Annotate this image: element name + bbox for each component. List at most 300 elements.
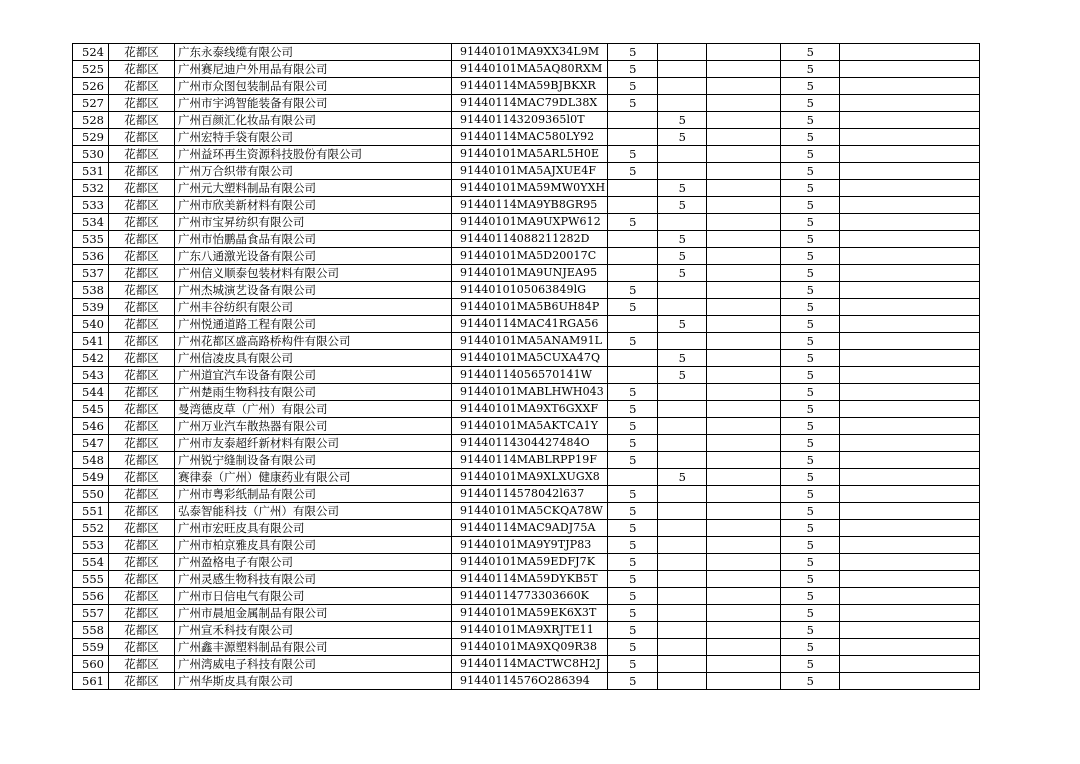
score-col-2-cell	[658, 95, 707, 112]
total-score-cell: 5	[781, 163, 840, 180]
remark-cell	[840, 503, 980, 520]
row-number-cell: 544	[73, 384, 109, 401]
row-number-cell: 531	[73, 163, 109, 180]
company-name-cell: 广州市众图包装制品有限公司	[175, 78, 452, 95]
score-col-3-cell	[707, 316, 781, 333]
score-col-1-cell: 5	[608, 622, 658, 639]
score-col-1-cell: 5	[608, 401, 658, 418]
score-col-1-cell: 5	[608, 520, 658, 537]
score-col-1-cell	[608, 129, 658, 146]
score-col-3-cell	[707, 248, 781, 265]
company-name-cell: 广州市宏旺皮具有限公司	[175, 520, 452, 537]
row-number-cell: 549	[73, 469, 109, 486]
score-col-3-cell	[707, 503, 781, 520]
total-score-cell: 5	[781, 435, 840, 452]
company-name-cell: 广州万合织带有限公司	[175, 163, 452, 180]
score-col-3-cell	[707, 214, 781, 231]
score-col-3-cell	[707, 231, 781, 248]
remark-cell	[840, 214, 980, 231]
district-cell: 花都区	[109, 282, 175, 299]
total-score-cell: 5	[781, 61, 840, 78]
credit-code-cell: 91440101MA59EDFJ7K	[452, 554, 608, 571]
score-col-1-cell: 5	[608, 605, 658, 622]
score-col-1-cell: 5	[608, 214, 658, 231]
company-name-cell: 广州盈格电子有限公司	[175, 554, 452, 571]
credit-code-cell: 91440114773303660K	[452, 588, 608, 605]
score-col-1-cell: 5	[608, 639, 658, 656]
credit-code-cell: 91440101MA5AJXUE4F	[452, 163, 608, 180]
row-number-cell: 534	[73, 214, 109, 231]
company-score-table	[72, 43, 980, 690]
score-col-2-cell	[658, 214, 707, 231]
remark-cell	[840, 554, 980, 571]
total-score-cell: 5	[781, 129, 840, 146]
district-cell: 花都区	[109, 95, 175, 112]
company-name-cell: 广州市晨旭金属制品有限公司	[175, 605, 452, 622]
district-cell: 花都区	[109, 61, 175, 78]
remark-cell	[840, 95, 980, 112]
table-row	[73, 622, 980, 639]
row-number-cell: 527	[73, 95, 109, 112]
remark-cell	[840, 350, 980, 367]
score-col-3-cell	[707, 197, 781, 214]
district-cell: 花都区	[109, 316, 175, 333]
remark-cell	[840, 197, 980, 214]
remark-cell	[840, 605, 980, 622]
remark-cell	[840, 452, 980, 469]
remark-cell	[840, 622, 980, 639]
district-cell: 花都区	[109, 605, 175, 622]
score-col-3-cell	[707, 350, 781, 367]
row-number-cell: 525	[73, 61, 109, 78]
credit-code-cell: 91440101MA9XT6GXXF	[452, 401, 608, 418]
company-name-cell: 广州丰谷纺织有限公司	[175, 299, 452, 316]
score-col-1-cell: 5	[608, 163, 658, 180]
score-col-1-cell: 5	[608, 299, 658, 316]
credit-code-cell: 91440114056570141W	[452, 367, 608, 384]
score-col-2-cell	[658, 571, 707, 588]
district-cell: 花都区	[109, 384, 175, 401]
total-score-cell: 5	[781, 537, 840, 554]
score-col-1-cell: 5	[608, 435, 658, 452]
score-col-3-cell	[707, 452, 781, 469]
score-col-3-cell	[707, 367, 781, 384]
score-col-2-cell	[658, 486, 707, 503]
district-cell: 花都区	[109, 673, 175, 690]
company-name-cell: 广州万业汽车散热器有限公司	[175, 418, 452, 435]
score-col-1-cell: 5	[608, 384, 658, 401]
district-cell: 花都区	[109, 452, 175, 469]
table-row	[73, 214, 980, 231]
score-col-3-cell	[707, 554, 781, 571]
total-score-cell: 5	[781, 384, 840, 401]
district-cell: 花都区	[109, 435, 175, 452]
remark-cell	[840, 180, 980, 197]
credit-code-cell: 91440101MA5ARL5H0E	[452, 146, 608, 163]
score-col-1-cell: 5	[608, 588, 658, 605]
district-cell: 花都区	[109, 180, 175, 197]
remark-cell	[840, 163, 980, 180]
company-name-cell: 广州悦通道路工程有限公司	[175, 316, 452, 333]
score-col-1-cell: 5	[608, 554, 658, 571]
district-cell: 花都区	[109, 469, 175, 486]
score-col-3-cell	[707, 44, 781, 61]
remark-cell	[840, 401, 980, 418]
remark-cell	[840, 571, 980, 588]
company-name-cell: 曼湾德皮草（广州）有限公司	[175, 401, 452, 418]
credit-code-cell: 91440101MA9XRJTE11	[452, 622, 608, 639]
table-row	[73, 384, 980, 401]
total-score-cell: 5	[781, 418, 840, 435]
table-row	[73, 333, 980, 350]
row-number-cell: 540	[73, 316, 109, 333]
district-cell: 花都区	[109, 503, 175, 520]
table-row	[73, 367, 980, 384]
row-number-cell: 554	[73, 554, 109, 571]
company-name-cell: 弘泰智能科技（广州）有限公司	[175, 503, 452, 520]
score-col-3-cell	[707, 469, 781, 486]
row-number-cell: 538	[73, 282, 109, 299]
row-number-cell: 552	[73, 520, 109, 537]
score-col-2-cell	[658, 299, 707, 316]
total-score-cell: 5	[781, 95, 840, 112]
company-name-cell: 广州华斯皮具有限公司	[175, 673, 452, 690]
total-score-cell: 5	[781, 146, 840, 163]
score-col-2-cell: 5	[658, 316, 707, 333]
credit-code-cell: 91440101MA5D20017C	[452, 248, 608, 265]
score-col-2-cell	[658, 520, 707, 537]
credit-code-cell: 91440114304427484O	[452, 435, 608, 452]
score-col-1-cell	[608, 265, 658, 282]
district-cell: 花都区	[109, 44, 175, 61]
company-name-cell: 广东永泰线缆有限公司	[175, 44, 452, 61]
total-score-cell: 5	[781, 180, 840, 197]
credit-code-cell: 91440101MA9XX34L9M	[452, 44, 608, 61]
company-name-cell: 广州市粤彩纸制品有限公司	[175, 486, 452, 503]
score-col-3-cell	[707, 486, 781, 503]
score-col-2-cell	[658, 639, 707, 656]
company-name-cell: 广州赛尼迪户外用品有限公司	[175, 61, 452, 78]
total-score-cell: 5	[781, 78, 840, 95]
table-row	[73, 180, 980, 197]
total-score-cell: 5	[781, 401, 840, 418]
score-col-2-cell	[658, 554, 707, 571]
score-col-3-cell	[707, 656, 781, 673]
district-cell: 花都区	[109, 146, 175, 163]
company-name-cell: 广州市怡鹏晶食品有限公司	[175, 231, 452, 248]
score-col-1-cell: 5	[608, 503, 658, 520]
score-col-2-cell	[658, 588, 707, 605]
credit-code-cell: 91440114MAC580LY92	[452, 129, 608, 146]
table-body	[73, 44, 980, 690]
total-score-cell: 5	[781, 503, 840, 520]
table-row	[73, 78, 980, 95]
score-col-1-cell	[608, 350, 658, 367]
row-number-cell: 559	[73, 639, 109, 656]
score-col-1-cell: 5	[608, 282, 658, 299]
total-score-cell: 5	[781, 639, 840, 656]
score-col-2-cell: 5	[658, 112, 707, 129]
score-col-1-cell: 5	[608, 95, 658, 112]
company-name-cell: 广州元大塑料制品有限公司	[175, 180, 452, 197]
credit-code-cell: 91440114576O286394	[452, 673, 608, 690]
company-name-cell: 广州道宜汽车设备有限公司	[175, 367, 452, 384]
credit-code-cell: 91440114MAC9ADJ75A	[452, 520, 608, 537]
table-row	[73, 316, 980, 333]
table-row	[73, 418, 980, 435]
company-name-cell: 广州益环再生资源科技股份有限公司	[175, 146, 452, 163]
remark-cell	[840, 146, 980, 163]
table-row	[73, 537, 980, 554]
row-number-cell: 526	[73, 78, 109, 95]
score-col-2-cell	[658, 622, 707, 639]
total-score-cell: 5	[781, 350, 840, 367]
company-name-cell: 广州信凌皮具有限公司	[175, 350, 452, 367]
district-cell: 花都区	[109, 112, 175, 129]
score-col-3-cell	[707, 588, 781, 605]
row-number-cell: 532	[73, 180, 109, 197]
remark-cell	[840, 588, 980, 605]
score-col-2-cell	[658, 656, 707, 673]
score-col-3-cell	[707, 61, 781, 78]
total-score-cell: 5	[781, 282, 840, 299]
score-col-1-cell: 5	[608, 486, 658, 503]
district-cell: 花都区	[109, 401, 175, 418]
remark-cell	[840, 129, 980, 146]
score-col-2-cell: 5	[658, 265, 707, 282]
district-cell: 花都区	[109, 537, 175, 554]
row-number-cell: 553	[73, 537, 109, 554]
score-col-3-cell	[707, 163, 781, 180]
score-col-1-cell: 5	[608, 61, 658, 78]
row-number-cell: 557	[73, 605, 109, 622]
table-row	[73, 112, 980, 129]
score-col-2-cell: 5	[658, 350, 707, 367]
district-cell: 花都区	[109, 333, 175, 350]
credit-code-cell: 91440114MA59DYKB5T	[452, 571, 608, 588]
credit-code-cell: 91440114578042l637	[452, 486, 608, 503]
score-col-2-cell: 5	[658, 248, 707, 265]
total-score-cell: 5	[781, 214, 840, 231]
score-col-1-cell: 5	[608, 44, 658, 61]
score-col-2-cell	[658, 384, 707, 401]
total-score-cell: 5	[781, 469, 840, 486]
district-cell: 花都区	[109, 231, 175, 248]
score-col-1-cell: 5	[608, 673, 658, 690]
score-col-2-cell	[658, 435, 707, 452]
district-cell: 花都区	[109, 265, 175, 282]
table-row	[73, 231, 980, 248]
row-number-cell: 556	[73, 588, 109, 605]
score-col-3-cell	[707, 146, 781, 163]
score-col-2-cell	[658, 146, 707, 163]
score-col-3-cell	[707, 401, 781, 418]
table-row	[73, 639, 980, 656]
row-number-cell: 550	[73, 486, 109, 503]
score-col-3-cell	[707, 112, 781, 129]
district-cell: 花都区	[109, 588, 175, 605]
company-name-cell: 广州宏特手袋有限公司	[175, 129, 452, 146]
remark-cell	[840, 333, 980, 350]
total-score-cell: 5	[781, 605, 840, 622]
row-number-cell: 528	[73, 112, 109, 129]
total-score-cell: 5	[781, 333, 840, 350]
district-cell: 花都区	[109, 418, 175, 435]
table-row	[73, 605, 980, 622]
remark-cell	[840, 469, 980, 486]
remark-cell	[840, 265, 980, 282]
score-col-1-cell: 5	[608, 333, 658, 350]
table-row	[73, 61, 980, 78]
district-cell: 花都区	[109, 214, 175, 231]
score-col-3-cell	[707, 78, 781, 95]
row-number-cell: 545	[73, 401, 109, 418]
total-score-cell: 5	[781, 673, 840, 690]
score-col-2-cell: 5	[658, 469, 707, 486]
row-number-cell: 546	[73, 418, 109, 435]
score-col-2-cell	[658, 333, 707, 350]
credit-code-cell: 91440101MA5CKQA78W	[452, 503, 608, 520]
district-cell: 花都区	[109, 656, 175, 673]
remark-cell	[840, 384, 980, 401]
score-col-2-cell: 5	[658, 197, 707, 214]
credit-code-cell: 91440101MA59EK6X3T	[452, 605, 608, 622]
row-number-cell: 533	[73, 197, 109, 214]
score-col-3-cell	[707, 180, 781, 197]
credit-code-cell: 91440101MA5B6UH84P	[452, 299, 608, 316]
district-cell: 花都区	[109, 571, 175, 588]
table-row	[73, 469, 980, 486]
score-col-1-cell: 5	[608, 571, 658, 588]
total-score-cell: 5	[781, 588, 840, 605]
score-col-2-cell	[658, 282, 707, 299]
remark-cell	[840, 537, 980, 554]
company-name-cell: 广州杰城演艺设备有限公司	[175, 282, 452, 299]
total-score-cell: 5	[781, 452, 840, 469]
score-col-3-cell	[707, 673, 781, 690]
score-col-3-cell	[707, 639, 781, 656]
score-col-3-cell	[707, 622, 781, 639]
row-number-cell: 537	[73, 265, 109, 282]
remark-cell	[840, 248, 980, 265]
remark-cell	[840, 316, 980, 333]
company-name-cell: 广州楚雨生物科技有限公司	[175, 384, 452, 401]
credit-code-cell: 91440101MA5ANAM91L	[452, 333, 608, 350]
row-number-cell: 551	[73, 503, 109, 520]
total-score-cell: 5	[781, 486, 840, 503]
score-col-3-cell	[707, 333, 781, 350]
score-col-2-cell	[658, 673, 707, 690]
company-name-cell: 广州市柏京雅皮具有限公司	[175, 537, 452, 554]
row-number-cell: 560	[73, 656, 109, 673]
row-number-cell: 535	[73, 231, 109, 248]
credit-code-cell: 91440101MA9XLXUGX8	[452, 469, 608, 486]
row-number-cell: 543	[73, 367, 109, 384]
table-row	[73, 44, 980, 61]
table-row	[73, 350, 980, 367]
score-col-3-cell	[707, 129, 781, 146]
score-col-2-cell: 5	[658, 129, 707, 146]
credit-code-cell: 91440114MABLRPP19F	[452, 452, 608, 469]
table-row	[73, 401, 980, 418]
score-col-3-cell	[707, 435, 781, 452]
district-cell: 花都区	[109, 350, 175, 367]
credit-code-cell: 91440101MA5AQ80RXM	[452, 61, 608, 78]
remark-cell	[840, 639, 980, 656]
score-col-3-cell	[707, 418, 781, 435]
total-score-cell: 5	[781, 197, 840, 214]
score-col-1-cell	[608, 248, 658, 265]
company-name-cell: 广州灵感生物科技有限公司	[175, 571, 452, 588]
score-col-1-cell	[608, 180, 658, 197]
table-row	[73, 299, 980, 316]
score-col-1-cell	[608, 367, 658, 384]
table-row	[73, 673, 980, 690]
score-col-3-cell	[707, 571, 781, 588]
company-name-cell: 广州鑫丰源塑料制品有限公司	[175, 639, 452, 656]
score-col-1-cell: 5	[608, 146, 658, 163]
total-score-cell: 5	[781, 520, 840, 537]
score-col-3-cell	[707, 520, 781, 537]
score-col-2-cell	[658, 503, 707, 520]
score-col-2-cell	[658, 163, 707, 180]
district-cell: 花都区	[109, 486, 175, 503]
table-row	[73, 588, 980, 605]
row-number-cell: 555	[73, 571, 109, 588]
score-col-2-cell	[658, 605, 707, 622]
total-score-cell: 5	[781, 622, 840, 639]
district-cell: 花都区	[109, 639, 175, 656]
remark-cell	[840, 673, 980, 690]
credit-code-cell: 91440114088211282D	[452, 231, 608, 248]
row-number-cell: 530	[73, 146, 109, 163]
row-number-cell: 542	[73, 350, 109, 367]
district-cell: 花都区	[109, 248, 175, 265]
score-col-3-cell	[707, 299, 781, 316]
row-number-cell: 561	[73, 673, 109, 690]
score-col-2-cell	[658, 452, 707, 469]
table-row	[73, 265, 980, 282]
table-row	[73, 486, 980, 503]
score-col-1-cell: 5	[608, 537, 658, 554]
table-row	[73, 452, 980, 469]
total-score-cell: 5	[781, 554, 840, 571]
company-name-cell: 广州市宇鸿智能装备有限公司	[175, 95, 452, 112]
score-col-3-cell	[707, 282, 781, 299]
remark-cell	[840, 282, 980, 299]
total-score-cell: 5	[781, 265, 840, 282]
remark-cell	[840, 61, 980, 78]
company-name-cell: 广东八通激光设备有限公司	[175, 248, 452, 265]
table-row	[73, 571, 980, 588]
total-score-cell: 5	[781, 299, 840, 316]
score-col-1-cell: 5	[608, 78, 658, 95]
row-number-cell: 548	[73, 452, 109, 469]
credit-code-cell: 91440101MA9UNJEA95	[452, 265, 608, 282]
score-col-1-cell	[608, 112, 658, 129]
table-row	[73, 146, 980, 163]
score-col-3-cell	[707, 95, 781, 112]
score-col-2-cell: 5	[658, 367, 707, 384]
total-score-cell: 5	[781, 112, 840, 129]
district-cell: 花都区	[109, 367, 175, 384]
district-cell: 花都区	[109, 197, 175, 214]
table-row	[73, 282, 980, 299]
company-name-cell: 广州市宝昇纺织有限公司	[175, 214, 452, 231]
score-col-1-cell: 5	[608, 656, 658, 673]
remark-cell	[840, 112, 980, 129]
remark-cell	[840, 656, 980, 673]
